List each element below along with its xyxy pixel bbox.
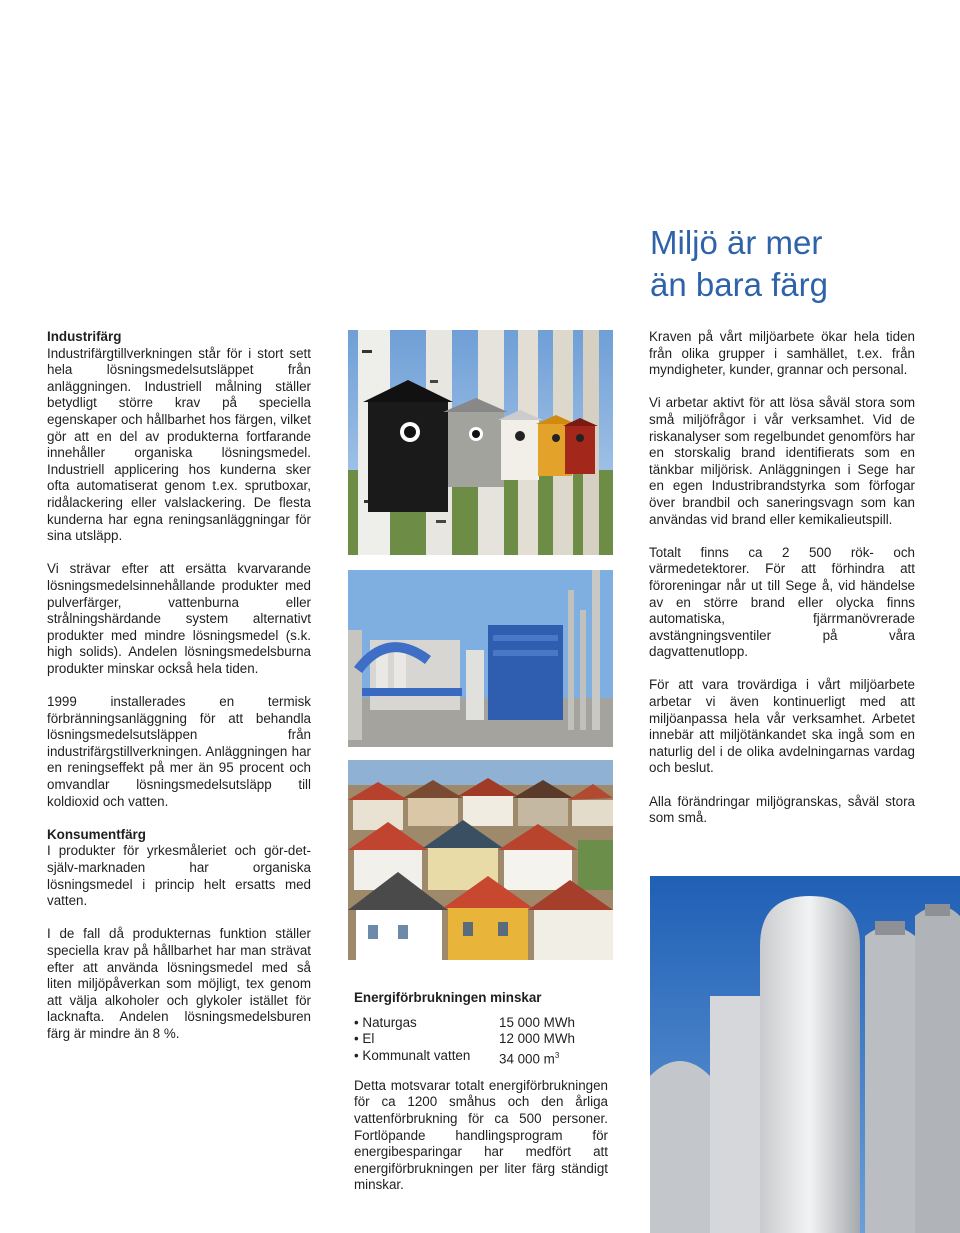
paragraph: Vi arbetar aktivt för att lösa såväl stora som små miljöfrågor i vår verksamhet. Vid de riskanalyser som regelbundet genomförs har en storskalig brand identifierats som en tänkbar miljörisk. Anläggningen i Sege har en egen Industribrandstyrka som förfogar över brandbil och saneringsvagn som kan användas vid brand eller kemikalieutspill. [649,395,915,527]
paragraph: 1999 installerades en termisk förbränningsanläggning för att behandla lösningsmedelsutsläppen från industrifärgstillverkningen. Anläggningen har en reningseffekt på mer än 95 procent och omvandlar lösningsmedelsutsläpp till koldioxid och vatten. [47,694,311,809]
heading-industrifarg: Industrifärg [47,329,122,344]
energy-heading: Energiförbrukningen minskar [354,990,542,1005]
title-line-1: Miljö är mer [650,224,823,261]
paragraph: Vi strävar efter att ersätta kvarvarande lösningsmedelsinnehållande produkter med pulverfärger, vattenburna eller strålningshärdande system alternativt produkter med mindre lösningsmedel (s.k. high solids). Andelen lösningsmedelsburna produkter minskar också hela tiden. [47,561,311,676]
birdhouses-photo [348,330,613,555]
energy-box [348,976,614,1208]
silos-photo [650,876,960,1233]
energy-item-naturgas: • Naturgas 15 000 MWh [354,1014,575,1030]
industrial-plant-photo [348,570,613,747]
paragraph: I de fall då produkternas funktion ställer speciella krav på hållbarhet har man strävat efter att använda lösningsmedel med så liten miljöpåverkan som möjligt, tex genom att välja alkoholer och glykoler istället för lacknafta. Andelen lösningsmedelsburen färg är mindre än 8 %. [47,926,311,1041]
paragraph: Industrifärgtillverkningen står för i stort sett hela lösningsmedelsutsläppet från anläggningen. Industriell målning ställer betydligt större krav på speciella egenskaper och hållbarhet hos färgen, vilket gör att en del av produkterna fortfarande innehåller organiska lösningsmedel. Industriell applicering hos kunderna sker ofta automatiserat genom t.ex. sprutboxar, ridålackering eller valslackering. De flesta kunderna har egna reningsanläggningar för sina utsläpp. [47,345,311,544]
paragraph: I produkter för yrkesmåleriet och gör-det-själv-marknaden har organiska lösningsmedel i princip helt ersatts med vatten. [47,843,311,909]
paragraph: För att vara trovärdiga i vårt miljöarbete arbetar vi även kontinuerligt med att miljöanpassa hela vår verksamhet. Arbetet innebär att miljötänkandet ska ingå som en naturlig del i de olika avdelningarnas vardag och beslut. [649,677,915,776]
paragraph: Alla förändringar miljögranskas, såväl stora som små. [649,793,915,826]
right-column [649,329,915,843]
energy-item-vatten: • Kommunalt vatten 34 000 $m^3$ [354,1047,560,1067]
energy-item-el: • El 12 000 MWh [354,1031,575,1047]
energy-list [354,1015,614,1068]
page-title [650,222,950,306]
energy-text: Detta motsvarar totalt energiförbrukningen för ca 1200 småhus och den årliga vattenförbrukning för ca 500 personer. Fortlöpande handlingsprogram för energibesparingar har medfört att energiförbrukningen per liter färg ständigt minskar. [354,1077,608,1193]
left-column [47,329,311,1059]
paragraph: Kraven på vårt miljöarbete ökar hela tiden från olika grupper i samhället, t.ex. från myndigheter, kunder, grannar och personal. [649,329,915,378]
houses-photo [348,760,613,960]
paragraph: Totalt finns ca 2 500 rök- och värmedetektorer. För att förhindra att föroreningar når ut till Sege å, vid händelse av en större brand eller olycka finns automatiska, fjärrmanövrerade avstängningsventiler på våra dagvattenutlopp. [649,544,915,660]
heading-konsumentfarg: Konsumentfärg [47,826,146,842]
title-line-2: än bara färg [650,266,828,303]
